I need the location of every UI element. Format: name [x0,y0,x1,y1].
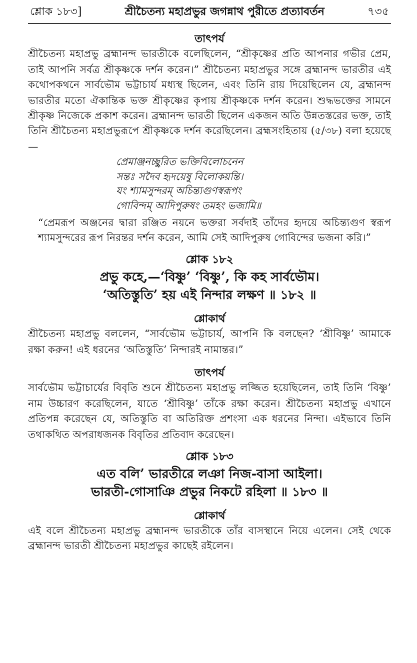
shloka-line: প্রভু কহে,—‘বিষ্ণু’ ‘বিষ্ণু’, কি কহ সার্বভৌম। [99,268,320,284]
purport-paragraph: সার্বভৌম ভট্টাচার্যের বিবৃতি শুনে শ্রীচৈতন্য মহাপ্রভু লজ্জিত হয়েছিলেন, তাই তিনি ‘বিষ্ণু’ নাম উচ্চারণ করেছিলেন, যাতে ‘শ্রীবিষ্ণু’ তাঁকে রক্ষা করেন। শ্রীচৈতন্য মহাপ্রভু এখানে প্রতিপন্ন করেছেন যে, অতিস্তুতি বা অতিরিক্ত প্রশংসা এক ধরনের নিন্দা। এইভাবে তিনি তথাকথিত অপরাধজনক বিবৃতির প্রতিবাদ করেছেন। [28,383,391,441]
shloka-heading-182: শ্লোক ১৮২ [185,253,234,267]
verse-line: প্রেমাঞ্জনচ্ছুরিত ভক্তিবিলোচনেন [116,157,244,169]
shloka-line: ‘অতিস্তুতি’ হয় এই নিন্দার লক্ষণ ॥ ১৮২ ॥ [102,286,317,302]
page-number: ৭৩৫ [367,5,389,18]
shloka-line: ভারতী-গোসাঞি প্রভুর নিকটে রহিলা ॥ ১৮৩ ॥ [91,483,328,499]
running-header [28,4,391,24]
sanskrit-verse [28,156,391,214]
header-verse-ref: শ্লোক ১৮৩] [30,5,82,18]
verse-translation: “প্রেমরূপ অঞ্জনের দ্বারা রঞ্জিত নয়নে ভক্তরা সর্বদাই তাঁদের হৃদয়ে অচিন্ত্যগুণ স্বরূপ শ্যামসুন্দরের রূপ নিরন্তর দর্শন করেন, আমি সেই আদিপুরুষ গোবিন্দের ভজনা করি।” [38,217,391,245]
verse-line: সন্তঃ সদৈব হৃদয়েষু বিলোকয়ন্তি। [116,171,244,183]
shloka-line: এত বলি’ ভারতীরে লঞা নিজ-বাসা আইলা। [96,465,323,481]
header-chapter-title: শ্রীচৈতন্য মহাপ্রভুর জগন্নাথ পুরীতে প্রত্যাবর্তন [124,5,325,18]
translation-title: শ্লোকার্থ [193,312,226,325]
purport-title: তাৎপর্য [194,367,225,380]
verse-line: যং শ্যামসুন্দরম্ অচিন্ত্যগুণস্বরূপং [116,186,242,198]
translation-paragraph: এই বলে শ্রীচৈতন্য মহাপ্রভু ব্রহ্মানন্দ ভারতীকে তাঁর বাসস্থানে নিয়ে এলেন। সেই থেকে ব্রহ্মানন্দ ভারতী শ্রীচৈতন্য মহাপ্রভুর কাছেই রইলেন। [28,525,391,553]
purport-title: তাৎপর্য [194,33,225,45]
translation-title: শ্লোকার্থ [193,509,226,522]
purport-paragraph: শ্রীচৈতন্য মহাপ্রভু ব্রহ্মানন্দ ভারতীকে বলেছিলেন, “শ্রীকৃষ্ণের প্রতি আপনার গভীর প্রেম, তাই আপনি সর্বত্র শ্রীকৃষ্ণকে দর্শন করেন।” শ্রীচৈতন্য মহাপ্রভুর সঙ্গে ব্রহ্মানন্দ ভারতীর এই কথোপকথনে সার্বভৌম ভট্টাচার্য মধ্যস্থ ছিলেন, এবং তিনি রায় দিয়েছিলেন যে, ব্রহ্মানন্দ ভারতীর মতো ঐকান্তিক ভক্ত শ্রীকৃষ্ণের কৃপায় শ্রীকৃষ্ণকে দর্শন করেন। শুদ্ধভক্তের সামনে শ্রীকৃষ্ণ নিজেকে প্রকাশ করেন। ব্রহ্মানন্দ ভারতী ছিলেন একজন অতি উন্নতস্তরের ভক্ত, তাই তিনি শ্রীচৈতন্য মহাপ্রভুরূপে শ্রীকৃষ্ণকে দর্শন করেছিলেন। ব্রহ্মসংহিতায় (৫/৩৮) বলা হয়েছে— [28,49,391,153]
translation-paragraph: শ্রীচৈতন্য মহাপ্রভু বললেন, “সার্বভৌম ভট্টাচার্য, আপনি কি বলছেন? ‘শ্রীবিষ্ণু’ আমাকে রক্ষা করুন! এই ধরনের ‘অতিস্তুতি’ নিন্দারই নামান্তর।” [28,329,391,356]
shloka-heading-183: শ্লোক ১৮৩ [185,450,234,464]
verse-line: গোবিন্দম্ আদিপুরুষং তমহং ভজামি॥ [116,201,262,213]
